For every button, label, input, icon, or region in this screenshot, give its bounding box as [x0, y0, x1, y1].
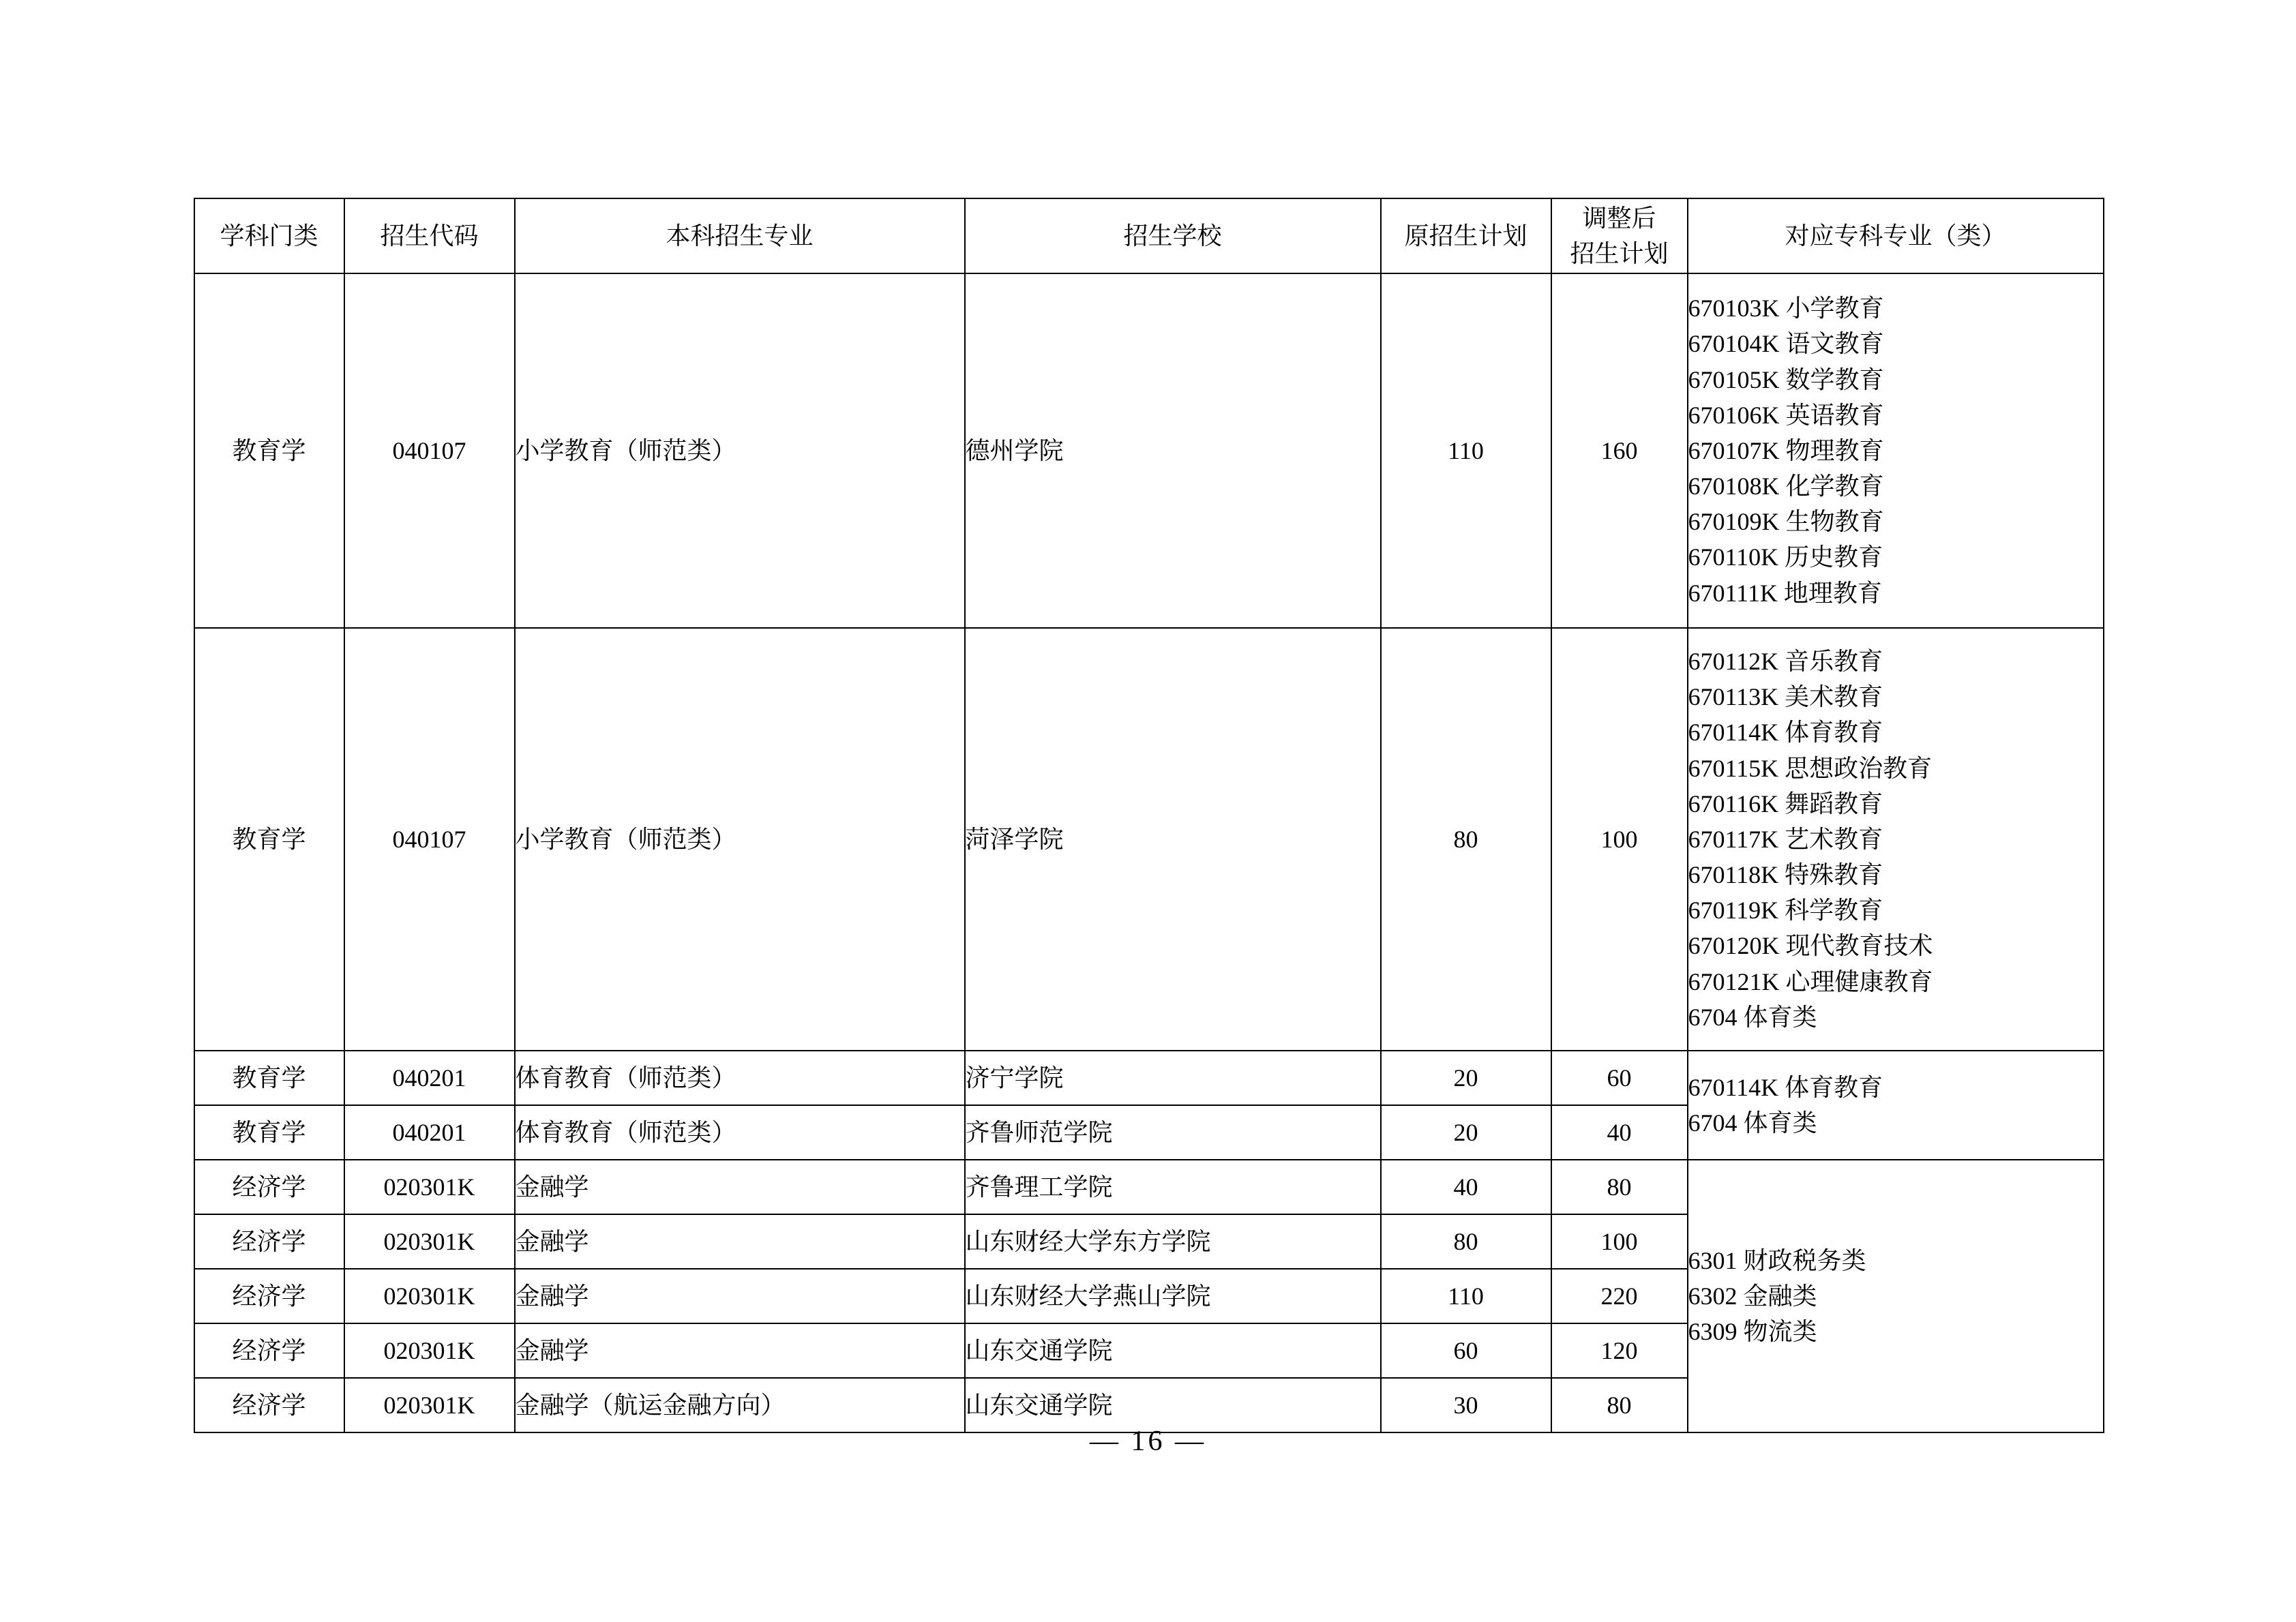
specialty-item: 670115K 思想政治教育 [1688, 754, 1933, 782]
cell-school: 山东财经大学东方学院 [965, 1214, 1381, 1269]
specialty-list [1688, 290, 2103, 611]
cell-code: 020301K [344, 1214, 515, 1269]
specialty-item: 670117K 艺术教育 [1688, 825, 1883, 853]
table-container [194, 198, 2103, 1433]
table-row [194, 1051, 2104, 1105]
specialty-item: 6301 财政税务类 [1688, 1246, 1866, 1274]
cell-major: 体育教育（师范类） [515, 1105, 965, 1160]
table-row [194, 273, 2104, 628]
cell-school: 齐鲁理工学院 [965, 1160, 1381, 1214]
enrollment-plan-table [194, 198, 2104, 1433]
cell-school: 德州学院 [965, 273, 1381, 628]
specialty-item: 670105K 数学教育 [1688, 365, 1884, 393]
specialty-item: 670116K 舞蹈教育 [1688, 790, 1883, 817]
specialty-item: 670113K 美术教育 [1688, 683, 1883, 711]
specialty-item: 670114K 体育教育 [1688, 1073, 1883, 1101]
cell-discipline: 经济学 [194, 1214, 344, 1269]
cell-major: 金融学 [515, 1160, 965, 1214]
column-header-plan-original: 原招生计划 [1381, 198, 1551, 273]
specialty-item: 670114K 体育教育 [1688, 719, 1883, 747]
cell-major: 小学教育（师范类） [515, 628, 965, 1051]
cell-specialties [1688, 628, 2104, 1051]
cell-plan-adjusted: 100 [1551, 628, 1688, 1051]
specialty-item: 670104K 语文教育 [1688, 330, 1884, 358]
cell-major: 金融学 [515, 1214, 965, 1269]
cell-discipline: 教育学 [194, 628, 344, 1051]
cell-specialties [1688, 1051, 2104, 1160]
specialty-item: 6704 体育类 [1688, 1003, 1817, 1031]
cell-plan-adjusted: 160 [1551, 273, 1688, 628]
cell-major: 金融学 [515, 1269, 965, 1323]
specialty-item: 6704 体育类 [1688, 1109, 1817, 1137]
specialty-item: 6309 物流类 [1688, 1318, 1817, 1346]
cell-major: 体育教育（师范类） [515, 1051, 965, 1105]
cell-discipline: 教育学 [194, 1105, 344, 1160]
cell-discipline: 经济学 [194, 1378, 344, 1432]
cell-code: 040107 [344, 628, 515, 1051]
cell-plan-adjusted: 40 [1551, 1105, 1688, 1160]
column-header-plan-adjusted-line2: 招生计划 [1570, 240, 1669, 267]
cell-plan-adjusted: 80 [1551, 1160, 1688, 1214]
specialty-item: 670109K 生物教育 [1688, 508, 1884, 536]
cell-code: 020301K [344, 1323, 515, 1378]
cell-code: 020301K [344, 1378, 515, 1432]
specialty-item: 670119K 科学教育 [1688, 897, 1883, 925]
cell-plan-original: 110 [1381, 1269, 1551, 1323]
cell-code: 040201 [344, 1105, 515, 1160]
column-header-plan-adjusted [1551, 198, 1688, 273]
cell-plan-original: 80 [1381, 628, 1551, 1051]
specialty-item: 670107K 物理教育 [1688, 436, 1884, 464]
specialty-item: 670106K 英语教育 [1688, 401, 1884, 429]
column-header-code: 招生代码 [344, 198, 515, 273]
specialty-item: 670120K 现代教育技术 [1688, 932, 1933, 960]
cell-school: 齐鲁师范学院 [965, 1105, 1381, 1160]
column-header-major: 本科招生专业 [515, 198, 965, 273]
cell-discipline: 经济学 [194, 1160, 344, 1214]
cell-code: 020301K [344, 1160, 515, 1214]
cell-major: 金融学 [515, 1323, 965, 1378]
cell-plan-original: 110 [1381, 273, 1551, 628]
specialty-item: 670111K 地理教育 [1688, 579, 1882, 607]
specialty-list [1688, 1243, 2103, 1350]
cell-discipline: 经济学 [194, 1323, 344, 1378]
cell-school: 菏泽学院 [965, 628, 1381, 1051]
cell-code: 040107 [344, 273, 515, 628]
specialty-item: 670118K 特殊教育 [1688, 861, 1883, 889]
cell-plan-original: 20 [1381, 1105, 1551, 1160]
table-header-row [194, 198, 2104, 273]
table-row [194, 1160, 2104, 1214]
cell-major: 金融学（航运金融方向） [515, 1378, 965, 1432]
table-header [194, 198, 2104, 273]
cell-plan-adjusted: 60 [1551, 1051, 1688, 1105]
cell-code: 040201 [344, 1051, 515, 1105]
page-number: — 16 — [1090, 1426, 1206, 1457]
cell-discipline: 经济学 [194, 1269, 344, 1323]
cell-discipline: 教育学 [194, 1051, 344, 1105]
cell-specialties [1688, 1160, 2104, 1432]
cell-specialties [1688, 273, 2104, 628]
cell-school: 山东财经大学燕山学院 [965, 1269, 1381, 1323]
column-header-discipline: 学科门类 [194, 198, 344, 273]
cell-plan-original: 80 [1381, 1214, 1551, 1269]
specialty-item: 670110K 历史教育 [1688, 543, 1883, 571]
specialty-item: 670112K 音乐教育 [1688, 647, 1883, 675]
cell-plan-adjusted: 80 [1551, 1378, 1688, 1432]
cell-plan-original: 20 [1381, 1051, 1551, 1105]
cell-school: 济宁学院 [965, 1051, 1381, 1105]
specialty-item: 670108K 化学教育 [1688, 472, 1884, 500]
specialty-list [1688, 644, 2103, 1035]
cell-plan-original: 30 [1381, 1378, 1551, 1432]
table-row [194, 628, 2104, 1051]
specialty-list [1688, 1070, 2103, 1141]
cell-plan-adjusted: 100 [1551, 1214, 1688, 1269]
specialty-item: 670121K 心理健康教育 [1688, 967, 1933, 995]
cell-school: 山东交通学院 [965, 1378, 1381, 1432]
specialty-item: 6302 金融类 [1688, 1282, 1817, 1310]
cell-plan-adjusted: 120 [1551, 1323, 1688, 1378]
cell-plan-original: 40 [1381, 1160, 1551, 1214]
cell-major: 小学教育（师范类） [515, 273, 965, 628]
cell-plan-adjusted: 220 [1551, 1269, 1688, 1323]
column-header-specialties: 对应专科专业（类） [1688, 198, 2104, 273]
column-header-plan-adjusted-line1: 调整后 [1582, 204, 1656, 232]
column-header-school: 招生学校 [965, 198, 1381, 273]
cell-plan-original: 60 [1381, 1323, 1551, 1378]
cell-discipline: 教育学 [194, 273, 344, 628]
specialty-item: 670103K 小学教育 [1688, 295, 1884, 322]
cell-school: 山东交通学院 [965, 1323, 1381, 1378]
table-body [194, 273, 2104, 1432]
cell-code: 020301K [344, 1269, 515, 1323]
